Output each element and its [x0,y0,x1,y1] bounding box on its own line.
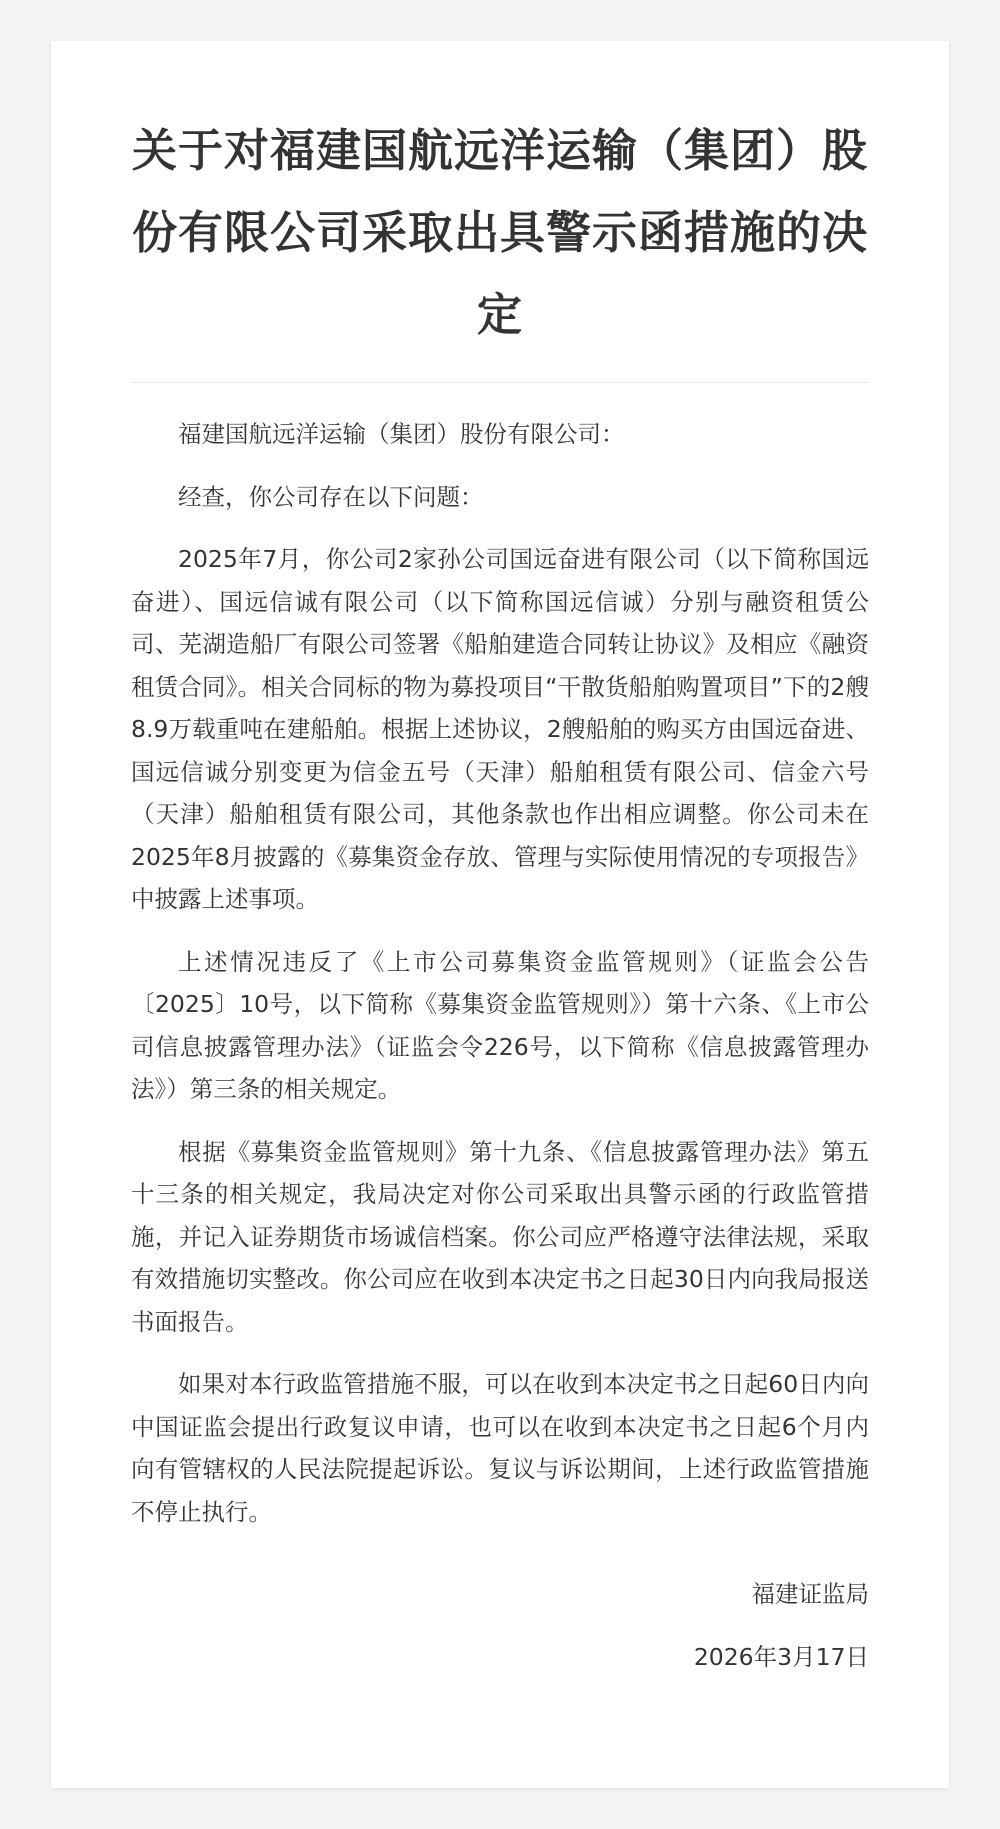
salutation: 福建国航远洋运输（集团）股份有限公司： [178,420,625,448]
paragraph: 2025年7月，你公司2家孙公司国远奋进有限公司（以下简称国远奋进）、国远信诚有限公司（以下简称国远信诚）分别与融资租赁公司、芜湖造船厂有限公司签署《船舶建造合同转让协议》及相应《融资租赁合同》。相关合同标的物为募投项目“干散货船舶购置项目”下的2艘8.9万载重吨在建船舶。根据上述协议，2艘船舶的购买方由国远奋进、国远信诚分别变更为信金五号（天津）船舶租赁有限公司、信金六号（天津）船舶租赁有限公司，其他条款也作出相应调整。你公司未在2025年8月披露的《募集资金存放、管理与实际使用情况的专项报告》中披露上述事项。 [131,545,869,913]
paragraph: 上述情况违反了《上市公司募集资金监管规则》（证监会公告〔2025〕10号，以下简称《募集资金监管规则》）第十六条、《上市公司信息披露管理办法》（证监会令226号，以下简称《信息披露管理办法》）第三条的相关规定。 [131,947,869,1103]
paragraph: 经查，你公司存在以下问题： [178,482,484,511]
document-card [51,41,949,1788]
paragraph: 根据《募集资金监管规则》第十九条、《信息披露管理办法》第五十三条的相关规定，我局决定对你公司采取出具警示函的行政监管措施，并记入证券期货市场诚信档案。你公司应严格遵守法律法规，采取有效措施切实整改。你公司应在收到本决定书之日起30日内向我局报送书面报告。 [131,1137,869,1336]
document-body [131,383,869,1678]
document-title: 关于对福建国航远洋运输（集团）股份有限公司采取出具警示函措施的决定 [131,41,869,383]
issuer: 福建证监局 [751,1580,869,1608]
paragraph: 如果对本行政监管措施不服，可以在收到本决定书之日起60日内向中国证监会提出行政复议申请，也可以在收到本决定书之日起6个月内向有管辖权的人民法院提起诉讼。复议与诉讼期间，上述行政监管措施不停止执行。 [131,1370,869,1526]
issue-date: 2026年3月17日 [693,1642,869,1671]
